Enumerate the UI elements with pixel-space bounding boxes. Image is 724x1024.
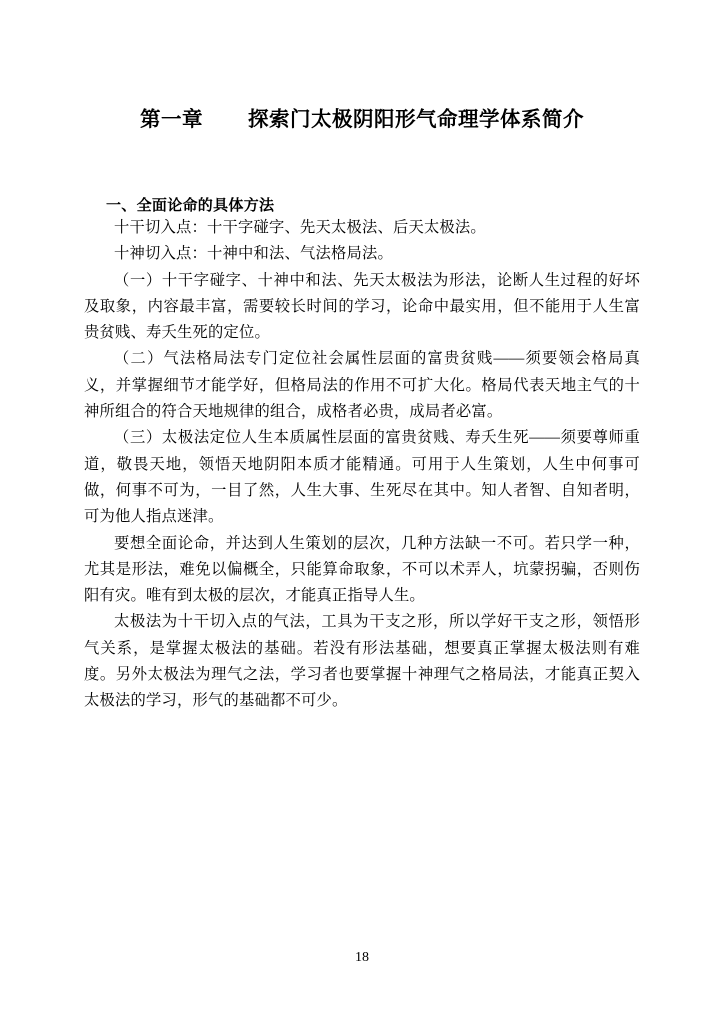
paragraph-three: （三）太极法定位人生本质属性层面的富贵贫贱、寿夭生死——须要尊师重道，敬畏天地，领悟天地阴阳本质才能精通。可用于人生策划，人生中何事可做，何事不可为，一目了然，人生大事、生死尽在其中。知人者智、自知者明，可为他人指点迷津。: [84, 429, 640, 526]
list-item: 十干切入点：十干字碰字、先天太极法、后天太极法。: [114, 219, 486, 236]
paragraph-two: （二）气法格局法专门定位社会属性层面的富贵贫贱——须要领会格局真义，并掌握细节才能学好，但格局法的作用不可扩大化。格局代表天地主气的十神所组合的符合天地规律的组合，成格者必贵，成局者必富。: [84, 350, 640, 421]
paragraph-five: 太极法为十干切入点的气法，工具为干支之形，所以学好干支之形，领悟形气关系，是掌握太极法的基础。若没有形法基础，想要真正掌握太极法则有难度。另外太极法为理气之法，学习者也要掌握十神理气之格局法，才能真正契入太极法的学习，形气的基础都不可少。: [84, 613, 640, 710]
list-item: 十神切入点：十神中和法、气法格局法。: [114, 245, 393, 263]
paragraph-four: 要想全面论命，并达到人生策划的层次，几种方法缺一不可。若只学一种，尤其是形法，难免以偏概全，只能算命取象，不可以术弄人，坑蒙拐骗，否则伤阳有灾。唯有到太极的层次，才能真正指导人生。: [84, 534, 640, 605]
page-title: 第一章 探索门太极阴阳形气命理学体系简介: [140, 109, 584, 131]
paragraph-one: （一）十干字碰字、十神中和法、先天太极法为形法，论断人生过程的好坏及取象，内容最丰富，需要较长时间的学习，论命中最实用，但不能用于人生富贵贫贱、寿夭生死的定位。: [84, 271, 640, 342]
page-number: 18: [355, 950, 369, 965]
section-heading: 一、全面论命的具体方法: [106, 198, 275, 214]
